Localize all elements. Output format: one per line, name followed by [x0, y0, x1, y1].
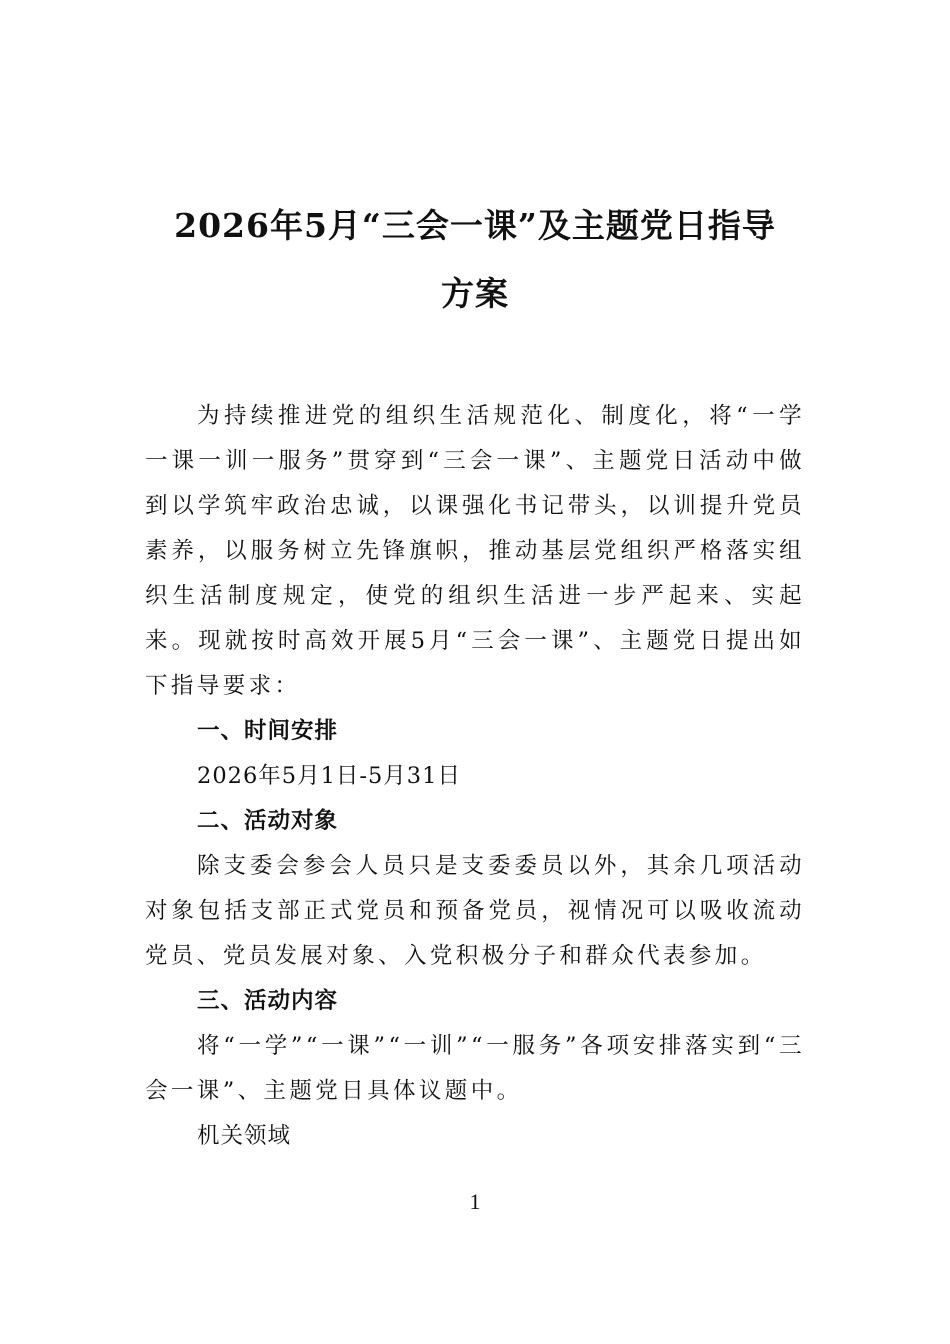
section-heading-content: 三、活动内容 [197, 988, 339, 1014]
document-body [145, 394, 805, 1159]
title-line-1: 2026年5月“三会一课”及主题党日指导 [174, 206, 776, 245]
content-paragraph: 将“一学”“一课”“一训”“一服务”各项安排落实到“三会一课”、主题党日具体议题中。 [145, 1033, 805, 1104]
title-line-2: 方案 [441, 274, 509, 313]
page-number: 1 [469, 1189, 481, 1214]
field-subheading: 机关领域 [197, 1123, 292, 1149]
section-heading-targets: 二、活动对象 [197, 808, 339, 834]
section-heading-time: 一、时间安排 [197, 718, 339, 744]
targets-paragraph: 除支委会参会人员只是支委委员以外，其余几项活动对象包括支部正式党员和预备党员，视情况可以吸收流动党员、党员发展对象、入党积极分子和群众代表参加。 [145, 853, 805, 969]
time-range-paragraph: 2026年5月1日-5月31日 [197, 763, 461, 789]
intro-paragraph: 为持续推进党的组织生活规范化、制度化，将“一学一课一训一服务”贯穿到“三会一课”、主题党日活动中做到以学筑牢政治忠诚，以课强化书记带头，以训提升党员素养，以服务树立先锋旗帜，推动基层党组织严格落实组织生活制度规定，使党的组织生活进一步严起来、实起来。现就按时高效开展5月“三会一课”、主题党日提出如下指导要求： [145, 403, 805, 699]
document-title [145, 192, 805, 328]
